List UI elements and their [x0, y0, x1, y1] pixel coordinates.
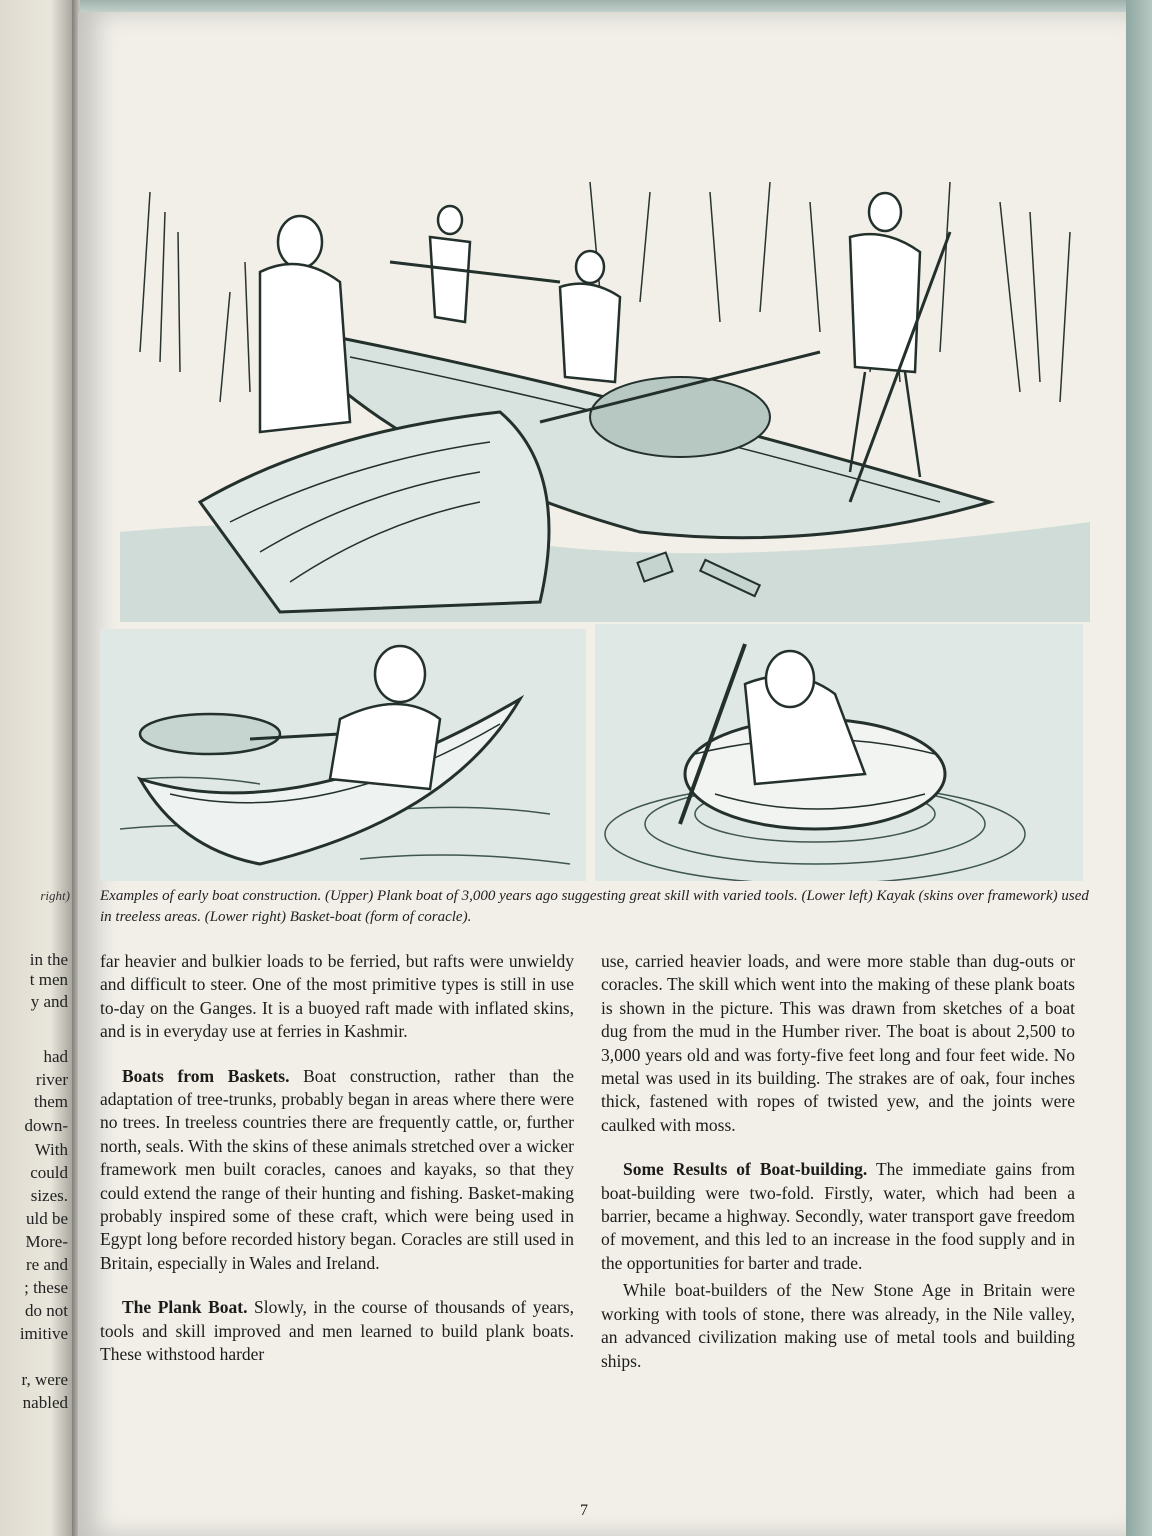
heading-plank-boat: The Plank Boat. — [122, 1297, 248, 1318]
book-cover-edge — [1126, 0, 1152, 1536]
left-page-text-fragment: down- — [24, 1116, 68, 1135]
paragraph-results — [601, 1158, 1075, 1275]
left-page-text-fragment: uld be — [25, 1209, 68, 1228]
paragraph-rafts: far heavier and bulkier loads to be ferried, but rafts were unwieldy and difficult to steer. One of the most primitive types is still in use to-day on the Ganges. It is a buoyed raft made with inflated skins, and is in everyday use at ferries in Kashmir. — [100, 951, 574, 1042]
left-page-text-fragment: t men — [29, 970, 68, 989]
heading-boats-from-baskets: Boats from Baskets. — [122, 1065, 290, 1086]
left-page-text-fragment: y and — [30, 992, 68, 1011]
left-page-text-fragment: imitive — [19, 1324, 68, 1343]
left-page-text-fragment: r, were — [21, 1370, 68, 1389]
heading-results: Some Results of Boat-building. — [623, 1159, 868, 1180]
left-caption-fragment: right) — [40, 888, 70, 903]
right-page — [78, 12, 1126, 1536]
column-right — [601, 950, 1075, 1394]
plank-boat-illustration — [120, 172, 1090, 622]
coracle-illustration — [595, 624, 1083, 881]
paragraph-results-text: The immediate gains from boat-building were two-fold. Firstly, water, which had been a barrier, became a highway. Secondly, water transport gave freedom of movement, and this led to an increase in the food supply and in the opportunities for barter and trade. — [601, 1159, 1075, 1273]
column-left — [100, 950, 574, 1388]
left-page-text-fragment: them — [34, 1092, 68, 1111]
plank-boat-drawing — [120, 172, 1090, 622]
page-number: 7 — [580, 1502, 588, 1519]
paragraph-boats-from-baskets-text: Boat construction, rather than the adaptation of tree-trunks, probably began in areas where there were no trees. In treeless countries there are frequently cattle, or, further north, seals. With the skins of these animals stretched over a wicker framework men built coracles, canoes and kayaks, so that they could extend the range of their hunting and fishing. Basket-making probably inspired some of these craft, which were being used in Egypt long before recorded history began. Coracles are still used in Britain, especially in Wales and Ireland. — [100, 1065, 575, 1273]
left-page-text-fragment: in the — [29, 950, 68, 969]
kayak-illustration — [100, 629, 586, 881]
left-page-text-fragment: nabled — [22, 1393, 68, 1412]
kayak-drawing — [100, 629, 586, 881]
left-page-text-fragment: do not — [25, 1301, 68, 1320]
left-page-text-fragment: had — [43, 1047, 68, 1066]
figure-caption: Examples of early boat construction. (Upper) Plank boat of 3,000 years ago suggesting great skill with varied tools. (Lower left) Kayak (skins over framework) used in treeless areas. (Lower right) Basket-boat (form of coracle). — [100, 888, 1089, 925]
paragraph-plank-boats-use: use, carried heavier loads, and were more stable than dug-outs or coracles. The skill which went into the making of these plank boats is shown in the picture. This was drawn from sketches of a boat dug from the mud in the Humber river. The boat is about 2,500 to 3,000 years old and was forty-five feet long and four feet wide. No metal was used in its building. The strakes are of oak, four inches thick, fastened with ropes of twisted yew, and the joints were caulked with moss. — [601, 951, 1075, 1135]
paragraph-nile: While boat-builders of the New Stone Age in Britain were working with tools of stone, there was already, in the Nile valley, an advanced civilization making use of metal tools and building ships. — [601, 1280, 1075, 1371]
paragraph-boats-from-baskets — [100, 1065, 574, 1276]
left-page-text-fragment: river — [35, 1070, 68, 1089]
paragraph-plank-boat — [100, 1296, 574, 1366]
left-page-text-fragment: re and — [25, 1255, 68, 1274]
left-page-text-fragment: could — [30, 1163, 68, 1182]
paragraph-plank-boat-text: Slowly, in the course of thousands of years, tools and skill improved and men learned to build plank boats. These withstood harder — [100, 1297, 574, 1365]
coracle-drawing — [595, 624, 1083, 881]
left-page-text-fragment: sizes. — [30, 1186, 68, 1205]
left-page — [0, 0, 72, 1536]
left-page-text-fragment: More- — [25, 1232, 68, 1251]
left-page-text-fragment: With — [34, 1140, 68, 1159]
left-page-text-fragment: ; these — [24, 1278, 68, 1297]
